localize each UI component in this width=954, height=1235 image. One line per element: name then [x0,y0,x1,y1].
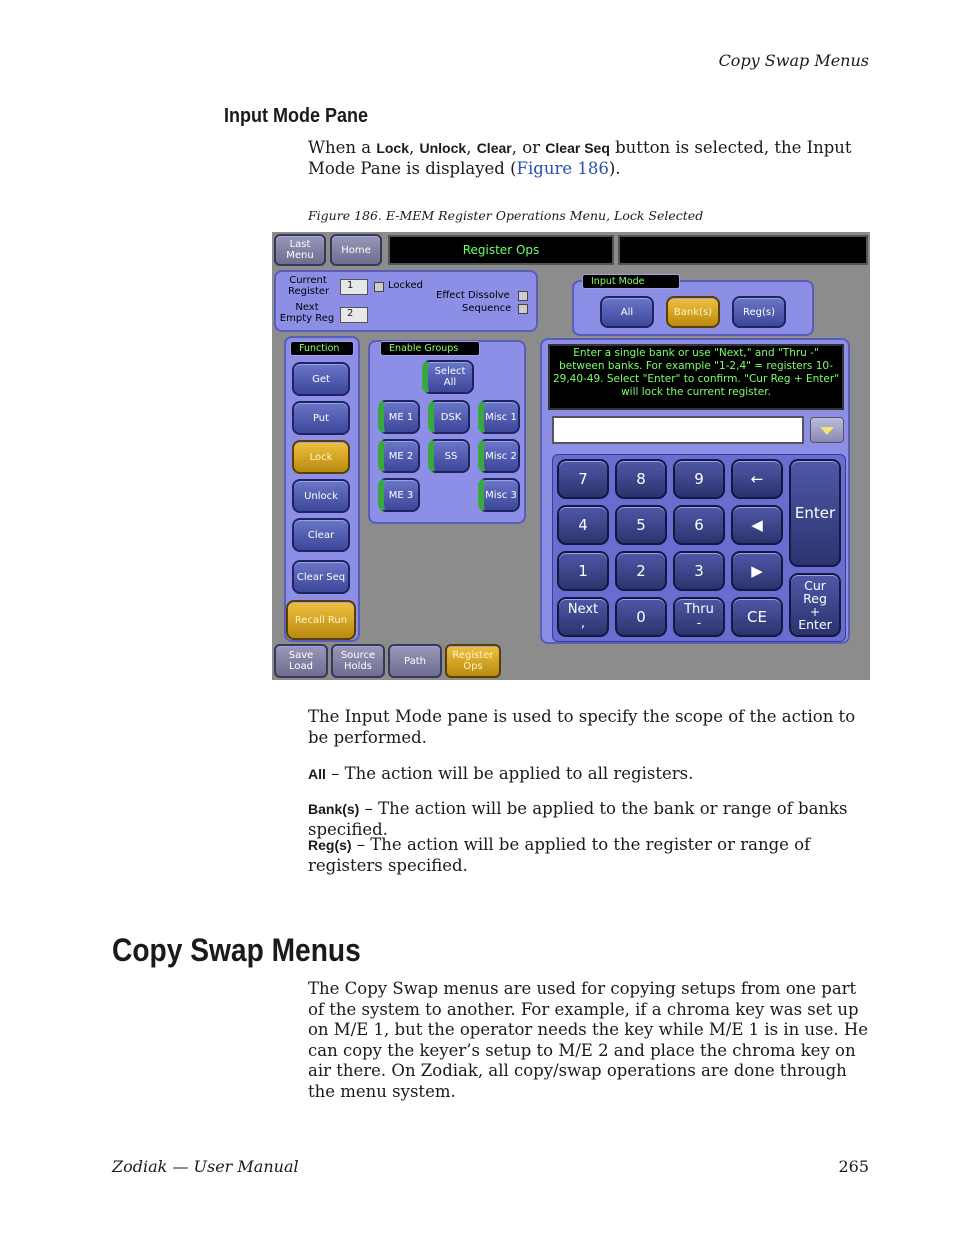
function-tag: Function [290,341,354,356]
key-5[interactable]: 5 [615,505,667,545]
misc3-button[interactable]: Misc 3 [478,478,520,512]
function-panel [284,336,360,642]
key-9[interactable]: 9 [673,459,725,499]
banks-definition: Bank(s) – The action will be applied to the bank or range of banks specified. [308,799,848,839]
locked-label: Locked [388,280,423,291]
clear-seq-button[interactable]: Clear Seq [292,560,350,594]
next-empty-field: 2 [340,307,368,323]
key-1[interactable]: 1 [557,551,609,591]
lock-button[interactable]: Lock [292,440,350,474]
me3-button[interactable]: ME 3 [378,478,420,512]
key-6[interactable]: 6 [673,505,725,545]
tab-path[interactable]: Path [388,644,442,678]
instructions-box: Enter a single bank or use "Next," and "Thru -" between banks. For example "1-2,4" = registers 10-29,40-49. Select "Enter" to confirm. "Cur Reg + Enter" will lock the current register. [548,344,844,410]
enter-button[interactable]: Enter [789,459,841,567]
last-menu-button[interactable]: Last Menu [274,234,326,266]
page-number: 265 [838,1157,869,1176]
sequence-checkbox[interactable] [518,304,528,314]
current-register-label: Current Register [288,275,330,297]
footer-title: Zodiak — User Manual [112,1157,299,1176]
chevron-down-icon [820,427,834,435]
thru-button[interactable]: Thru - [673,597,725,637]
mode-regs-button[interactable]: Reg(s) [732,296,786,328]
ss-button[interactable]: SS [428,439,470,473]
mode-all-button[interactable]: All [600,296,654,328]
register-info-panel [274,270,538,332]
next-button[interactable]: Next , [557,597,609,637]
cursor-right-icon[interactable]: ▶ [731,551,783,591]
menu-title: Register Ops [388,235,614,265]
input-mode-panel [572,276,814,336]
cursor-left-icon[interactable]: ◀ [731,505,783,545]
tab-register-ops[interactable]: Register Ops [445,644,501,678]
select-all-button[interactable]: Select All [422,360,474,394]
input-mode-description: The Input Mode pane is used to specify the scope of the action to be performed. [308,707,856,747]
next-empty-label: Next Empty Reg [279,302,335,324]
me2-button[interactable]: ME 2 [378,439,420,473]
key-7[interactable]: 7 [557,459,609,499]
keypad-area [552,454,846,642]
key-0[interactable]: 0 [615,597,667,637]
key-8[interactable]: 8 [615,459,667,499]
cur-reg-enter-button[interactable]: Cur Reg + Enter [789,573,841,637]
enable-groups-panel [368,340,526,524]
put-button[interactable]: Put [292,401,350,435]
chapter-heading: Copy Swap Menus [112,932,361,968]
keypad-panel [540,338,850,644]
figure-link[interactable]: Figure 186 [516,158,609,178]
key-3[interactable]: 3 [673,551,725,591]
history-dropdown-button[interactable] [810,417,844,443]
backspace-icon[interactable]: ← [731,459,783,499]
input-mode-tag: Input Mode [582,274,680,289]
locked-indicator [374,282,384,292]
running-header: Copy Swap Menus [718,51,869,70]
key-4[interactable]: 4 [557,505,609,545]
title-extension [618,235,868,265]
effect-dissolve-checkbox[interactable] [518,291,528,301]
all-definition: All – The action will be applied to all registers. [308,764,694,783]
dsk-button[interactable]: DSK [428,400,470,434]
figure-caption: Figure 186. E-MEM Register Operations Menu, Lock Selected [308,208,704,223]
effect-dissolve-label: Effect Dissolve [436,290,510,301]
sequence-label: Sequence [462,303,512,314]
copy-swap-paragraph: The Copy Swap menus are used for copying setups from one part of the system to another. For example, if a chroma key was set up on M/E 1, but the operator needs the key while M/E 1 is in use. He can copy the keyer’s setup to M/E 2 and place the chroma key on air there. On Zodiak, all copy/swap operations are done through the menu system. [308,979,869,1101]
register-ops-screenshot [272,232,870,680]
current-register-field: 1 [340,279,368,295]
intro-paragraph: When a Lock, Unlock, Clear, or Clear Seq button is selected, the Input Mode Pane is displayed (Figure 186). [308,138,852,178]
section-heading: Input Mode Pane [224,105,368,127]
recall-run-button[interactable]: Recall Run [286,600,356,640]
misc1-button[interactable]: Misc 1 [478,400,520,434]
enable-groups-tag: Enable Groups [380,341,480,356]
unlock-button[interactable]: Unlock [292,479,350,513]
bank-entry-input[interactable] [552,416,804,444]
get-button[interactable]: Get [292,362,350,396]
ce-button[interactable]: CE [731,597,783,637]
tab-source-holds[interactable]: Source Holds [331,644,385,678]
clear-button[interactable]: Clear [292,518,350,552]
key-2[interactable]: 2 [615,551,667,591]
mode-banks-button[interactable]: Bank(s) [666,296,720,328]
tab-save-load[interactable]: Save Load [274,644,328,678]
home-button[interactable]: Home [330,234,382,266]
misc2-button[interactable]: Misc 2 [478,439,520,473]
regs-definition: Reg(s) – The action will be applied to the register or range of registers specified. [308,835,811,875]
me1-button[interactable]: ME 1 [378,400,420,434]
